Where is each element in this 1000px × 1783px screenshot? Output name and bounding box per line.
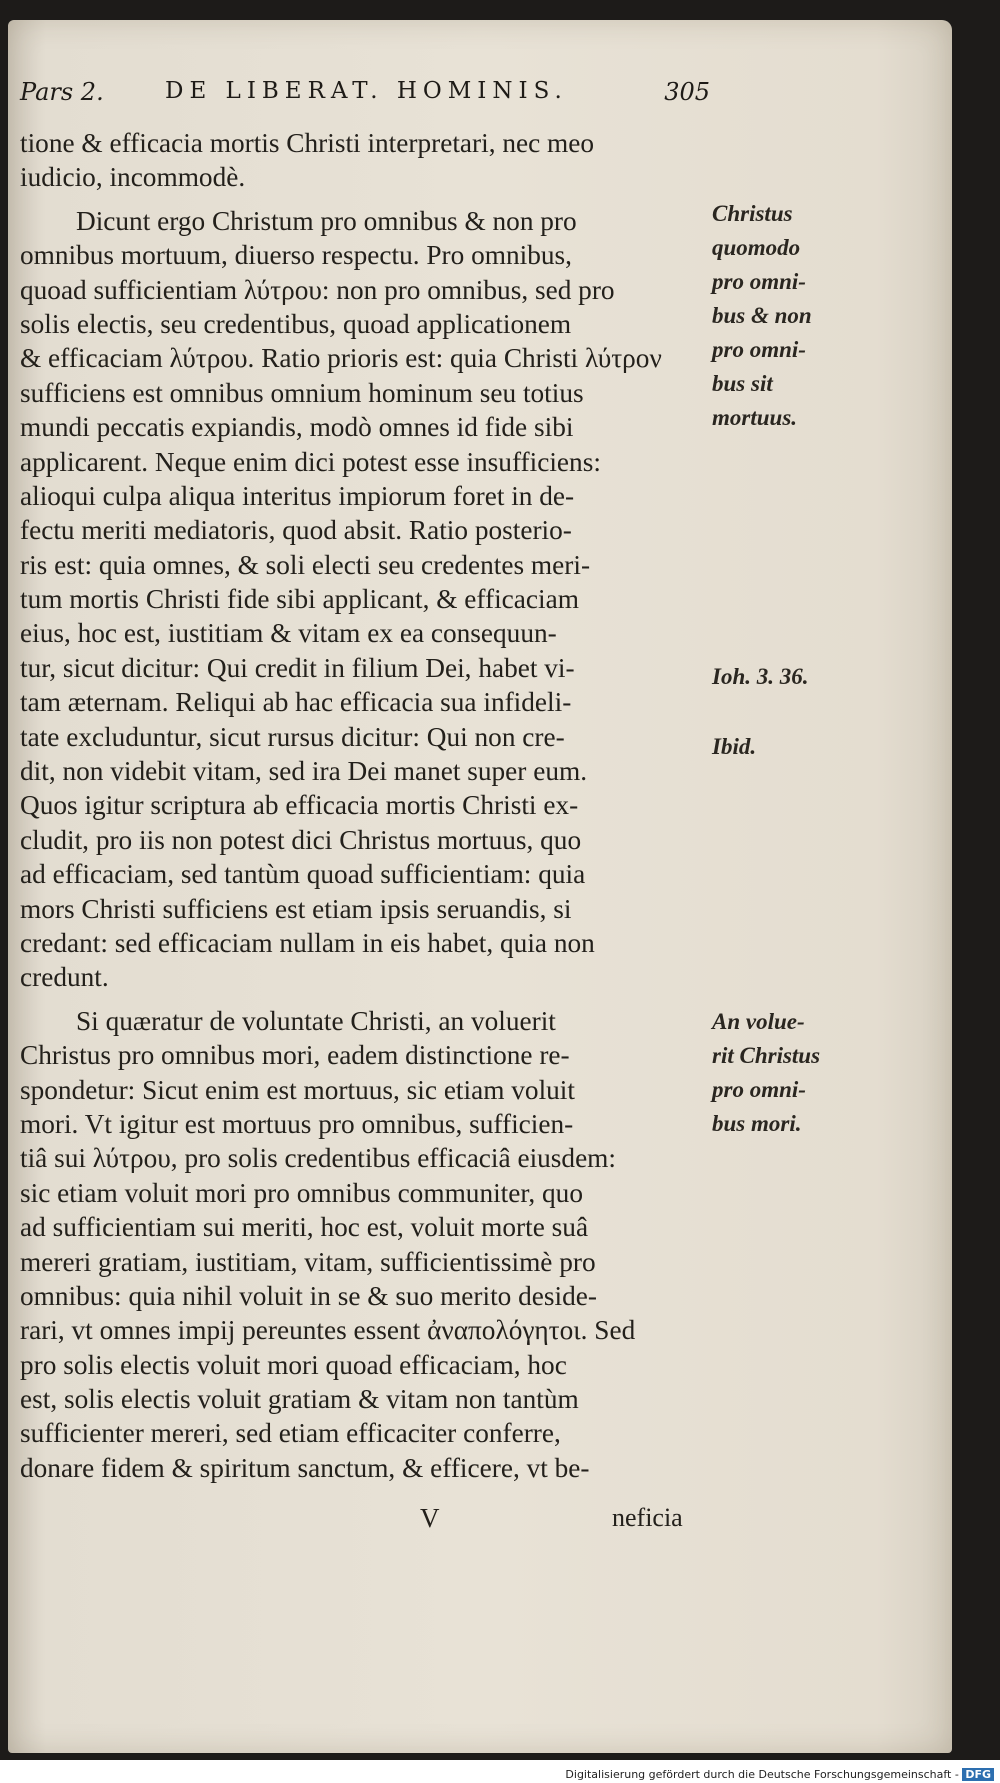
margin-note-line: Ioh. 3. 36. [712,664,809,689]
margin-note-an-voluerit [712,1005,862,1141]
margin-note-line: bus mori. [712,1111,802,1136]
text-line: mori. Vt igitur est mortuus pro omnibus, sufficien- [20,1108,574,1139]
margin-note-line: pro omni- [712,337,806,362]
text-line: omnibus mortuum, diuerso respectu. Pro omnibus, [20,240,572,271]
text-line: tur, sicut dicitur: Qui credit in filium Dei, habet vi- [20,652,575,683]
text-line: fectu meriti mediatoris, quod absit. Ratio posterio- [20,515,572,546]
text-line: sufficiens est omnibus omnium hominum seu totius [20,377,584,408]
margin-note-line: An volue- [712,1009,805,1034]
text-line: iudicio, incommodè. [20,162,246,193]
margin-note-line: quomodo [712,235,801,260]
margin-note-christus [712,197,862,435]
text-line: pro solis electis voluit mori quoad efficaciam, hoc [20,1349,567,1380]
text-line: Si quæratur de voluntate Christi, an voluerit [76,1005,556,1036]
text-line: ad sufficientiam sui meriti, hoc est, voluit morte suâ [20,1212,589,1243]
text-line: spondetur: Sicut enim est mortuus, sic etiam voluit [20,1074,575,1105]
text-line: tione & efficacia mortis Christi interpretari, nec meo [20,128,595,158]
text-line: sufficienter mereri, sed etiam efficaciter conferre, [20,1418,561,1449]
text-line: cludit, pro iis non potest dici Christus mortuus, quo [20,824,582,855]
margin-note-line: bus & non [712,303,812,328]
margin-note-line: bus sit [712,371,773,396]
text-line: Dicunt ergo Christum pro omnibus & non pro [76,205,577,236]
running-header [20,78,710,114]
signature-mark: V [420,1503,440,1533]
text-line: solis electis, seu credentibus, quoad applicationem [20,308,572,339]
text-line: alioqui culpa aliqua interitus impiorum foret in de- [20,480,575,511]
text-line: tum mortis Christi fide sibi applicant, & efficaciam [20,584,579,615]
text-line: sic etiam voluit mori pro omnibus communiter, quo [20,1177,583,1208]
margin-note-ibid [712,730,862,764]
text-line: rari, vt omnes impij pereuntes essent ἀναπολόγητοι. Sed [20,1315,636,1346]
main-text [20,126,710,1485]
text-line: credunt. [20,962,109,993]
margin-note-line: Christus [712,201,793,226]
text-line: Christus pro omnibus mori, eadem distinctione re- [20,1040,570,1071]
text-line: mors Christi sufficiens est etiam ipsis seruandis, si [20,893,572,924]
text-line: credant: sed efficaciam nullam in eis habet, quia non [20,927,595,958]
text-line: dit, non videbit vitam, sed ira Dei manet super eum. [20,756,588,787]
text-line: mundi peccatis expiandis, modò omnes id fide sibi [20,412,574,443]
margin-note-line: Ibid. [712,734,757,759]
text-line: & efficaciam λύτρου. Ratio prioris est: quia Christi λύτρον [20,343,662,374]
margin-note-line: pro omni- [712,269,806,294]
dfg-logo: DFG [962,1768,994,1781]
text-line: ris est: quia omnes, & soli electi seu credentes meri- [20,549,591,580]
text-line: donare fidem & spiritum sanctum, & efficere, vt be- [20,1452,590,1483]
text-line: ad efficaciam, sed tantùm quoad sufficientiam: quia [20,859,586,890]
text-line: tam æternam. Reliqui ab hac efficacia sua infideli- [20,687,572,718]
text-line: applicarent. Neque enim dici potest esse insufficiens: [20,446,601,477]
margin-note-line: rit Christus [712,1043,821,1068]
text-line: est, solis electis voluit gratiam & vitam non tantùm [20,1384,579,1415]
text-line: quoad sufficientiam λύτρου: non pro omnibus, sed pro [20,274,615,305]
margin-note-line: mortuus. [712,405,798,430]
text-line: mereri gratiam, iustitiam, vitam, sufficientissimè pro [20,1246,596,1277]
running-title: DE LIBERAT. HOMINIS. [165,78,568,104]
page-number: 305 [664,78,710,106]
digitization-footer [565,1768,994,1781]
text-line: omnibus: quia nihil voluit in se & suo merito deside- [20,1280,597,1311]
text-line: eius, hoc est, iustitiam & vitam ex ea consequun- [20,618,557,649]
text-line: tiâ sui λύτρου, pro solis credentibus efficaciâ eiusdem: [20,1143,616,1174]
catchword: neficia [612,1503,683,1532]
text-line: tate excluduntur, sicut rursus dicitur: Qui non cre- [20,721,565,752]
footer-text: Digitalisierung gefördert durch die Deutsche Forschungsgemeinschaft - [565,1768,959,1781]
margin-note-line: pro omni- [712,1077,806,1102]
text-line: Quos igitur scriptura ab efficacia mortis Christi ex- [20,790,579,821]
margin-note-ioh [712,660,862,694]
part-label: Pars 2. [20,78,104,106]
